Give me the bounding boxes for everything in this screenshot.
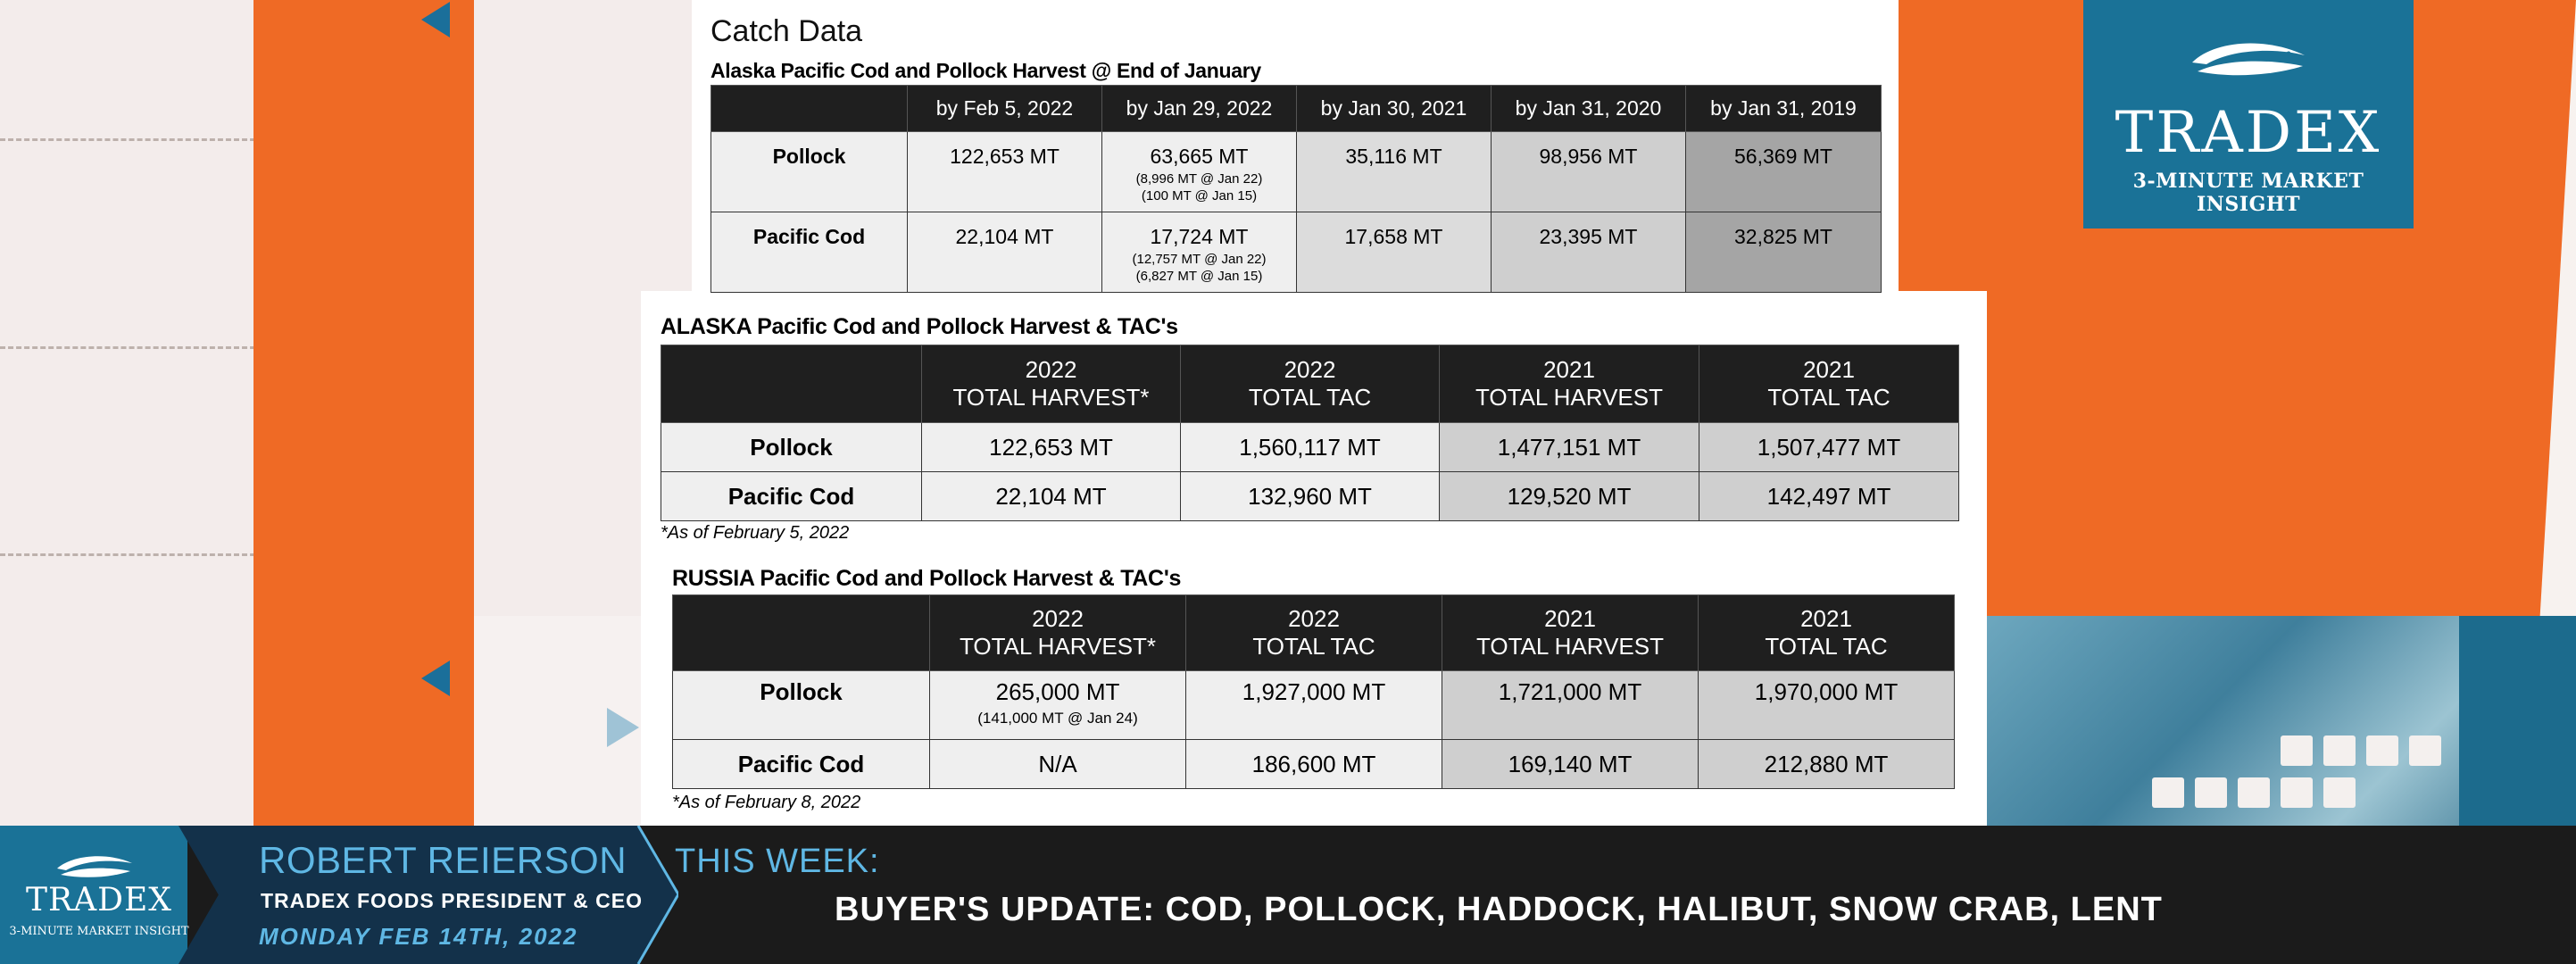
table-cell: 186,600 MT bbox=[1186, 740, 1442, 789]
row-label: Pollock bbox=[711, 132, 908, 212]
table-cell: 22,104 MT bbox=[922, 472, 1181, 521]
banner-logo-tagline: 3-MINUTE MARKET INSIGHT bbox=[9, 925, 189, 938]
table-cell: 122,653 MT bbox=[922, 423, 1181, 472]
column-header: 2021 TOTAL TAC bbox=[1699, 595, 1955, 671]
column-header: 2022 TOTAL TAC bbox=[1181, 345, 1440, 423]
column-header: 2022 TOTAL HARVEST* bbox=[930, 595, 1186, 671]
cell-subnote: (141,000 MT @ Jan 24) bbox=[977, 710, 1138, 727]
row-label: Pacific Cod bbox=[661, 472, 922, 521]
play-icon bbox=[607, 708, 639, 747]
bg-square bbox=[2238, 777, 2270, 808]
tradex-logo bbox=[2083, 0, 2414, 229]
column-header: 2021 TOTAL HARVEST bbox=[1440, 345, 1699, 423]
episode-headline: BUYER'S UPDATE: COD, POLLOCK, HADDOCK, HALIBUT, SNOW CRAB, LENT bbox=[835, 891, 2163, 928]
cell-value: 265,000 MT bbox=[995, 678, 1120, 705]
column-header-empty bbox=[673, 595, 930, 671]
bg-orange-panel-left bbox=[253, 0, 474, 826]
cell-subnote: (8,996 MT @ Jan 22) bbox=[1135, 171, 1263, 187]
table-cell: 1,721,000 MT bbox=[1442, 671, 1699, 740]
bg-square bbox=[2409, 735, 2441, 766]
table-cell: 23,395 MT bbox=[1492, 212, 1686, 293]
table-row bbox=[661, 423, 1959, 472]
table-cell: 1,560,117 MT bbox=[1181, 423, 1440, 472]
bg-square bbox=[2366, 735, 2398, 766]
bg-square bbox=[2195, 777, 2227, 808]
arrow-left-icon bbox=[421, 661, 450, 696]
row-label: Pacific Cod bbox=[673, 740, 930, 789]
table3-footnote: *As of February 8, 2022 bbox=[672, 793, 861, 812]
column-header: by Jan 30, 2021 bbox=[1297, 86, 1492, 132]
table-cell: 1,507,477 MT bbox=[1699, 423, 1959, 472]
episode-date: MONDAY FEB 14TH, 2022 bbox=[259, 923, 578, 950]
logo-tagline: 3-MINUTE MARKET INSIGHT bbox=[2132, 170, 2364, 216]
table-cell: 56,369 MT bbox=[1686, 132, 1882, 212]
table-row bbox=[711, 132, 1882, 212]
table2-caption: ALASKA Pacific Cod and Pollock Harvest & TAC's bbox=[661, 314, 1178, 339]
logo-wordmark: TRADEX bbox=[2115, 100, 2382, 166]
slide-title: Catch Data bbox=[710, 14, 863, 48]
cell-subnote: (6,827 MT @ Jan 15) bbox=[1135, 268, 1263, 284]
table-cell: 35,116 MT bbox=[1297, 132, 1492, 212]
table-cell: N/A bbox=[930, 740, 1186, 789]
column-header: by Feb 5, 2022 bbox=[908, 86, 1102, 132]
table-cell: 22,104 MT bbox=[908, 212, 1102, 293]
cell-value: 17,724 MT bbox=[1150, 225, 1249, 248]
table-cell bbox=[930, 671, 1186, 740]
table-cell: 32,825 MT bbox=[1686, 212, 1882, 293]
table-row bbox=[673, 740, 1955, 789]
bg-square bbox=[2323, 735, 2356, 766]
row-label: Pacific Cod bbox=[711, 212, 908, 293]
bg-square bbox=[2152, 777, 2184, 808]
column-header: by Jan 29, 2022 bbox=[1102, 86, 1297, 132]
table-cell: 122,653 MT bbox=[908, 132, 1102, 212]
column-header-empty bbox=[661, 345, 922, 423]
fish-logo-icon bbox=[2189, 36, 2308, 86]
cell-subnote: (100 MT @ Jan 15) bbox=[1141, 187, 1258, 204]
table3-caption: RUSSIA Pacific Cod and Pollock Harvest & TAC's bbox=[672, 566, 1182, 591]
row-label: Pollock bbox=[673, 671, 930, 740]
bg-square bbox=[2323, 777, 2356, 808]
table-cell: 98,956 MT bbox=[1492, 132, 1686, 212]
cell-subnote: (12,757 MT @ Jan 22) bbox=[1132, 252, 1267, 267]
table-cell: 129,520 MT bbox=[1440, 472, 1699, 521]
column-header: 2021 TOTAL HARVEST bbox=[1442, 595, 1699, 671]
presenter-name: ROBERT REIERSON bbox=[259, 839, 627, 881]
bg-square bbox=[2281, 777, 2313, 808]
fish-logo-icon bbox=[55, 852, 134, 883]
table-row bbox=[711, 212, 1882, 293]
alaska-harvest-tac-table bbox=[661, 345, 1959, 521]
table-cell: 212,880 MT bbox=[1699, 740, 1955, 789]
table-row bbox=[661, 472, 1959, 521]
russia-harvest-tac-table bbox=[672, 594, 1955, 789]
bg-blue-block bbox=[2459, 616, 2576, 826]
table-cell: 17,658 MT bbox=[1297, 212, 1492, 293]
row-label: Pollock bbox=[661, 423, 922, 472]
table-cell: 1,970,000 MT bbox=[1699, 671, 1955, 740]
table-cell: 1,927,000 MT bbox=[1186, 671, 1442, 740]
table-cell: 132,960 MT bbox=[1181, 472, 1440, 521]
table-cell bbox=[1102, 212, 1297, 293]
table-cell: 142,497 MT bbox=[1699, 472, 1959, 521]
table-cell: 169,140 MT bbox=[1442, 740, 1699, 789]
table1-caption: Alaska Pacific Cod and Pollock Harvest @ End of January bbox=[710, 59, 1261, 82]
column-header: 2022 TOTAL HARVEST* bbox=[922, 345, 1181, 423]
table2-footnote: *As of February 5, 2022 bbox=[661, 523, 850, 543]
table-cell: 1,477,151 MT bbox=[1440, 423, 1699, 472]
banner-logo-wordmark: TRADEX bbox=[26, 882, 172, 918]
column-header: 2022 TOTAL TAC bbox=[1186, 595, 1442, 671]
bg-square bbox=[2281, 735, 2313, 766]
alaska-january-harvest-table bbox=[710, 85, 1882, 293]
table-cell bbox=[1102, 132, 1297, 212]
column-header: 2021 TOTAL TAC bbox=[1699, 345, 1959, 423]
column-header: by Jan 31, 2019 bbox=[1686, 86, 1882, 132]
column-header bbox=[711, 86, 908, 132]
column-header: by Jan 31, 2020 bbox=[1492, 86, 1686, 132]
table-row bbox=[673, 671, 1955, 740]
arrow-left-icon bbox=[421, 2, 450, 37]
presenter-role: TRADEX FOODS PRESIDENT & CEO bbox=[261, 889, 643, 912]
this-week-label: THIS WEEK: bbox=[675, 843, 880, 880]
cell-value: 63,665 MT bbox=[1150, 145, 1249, 168]
